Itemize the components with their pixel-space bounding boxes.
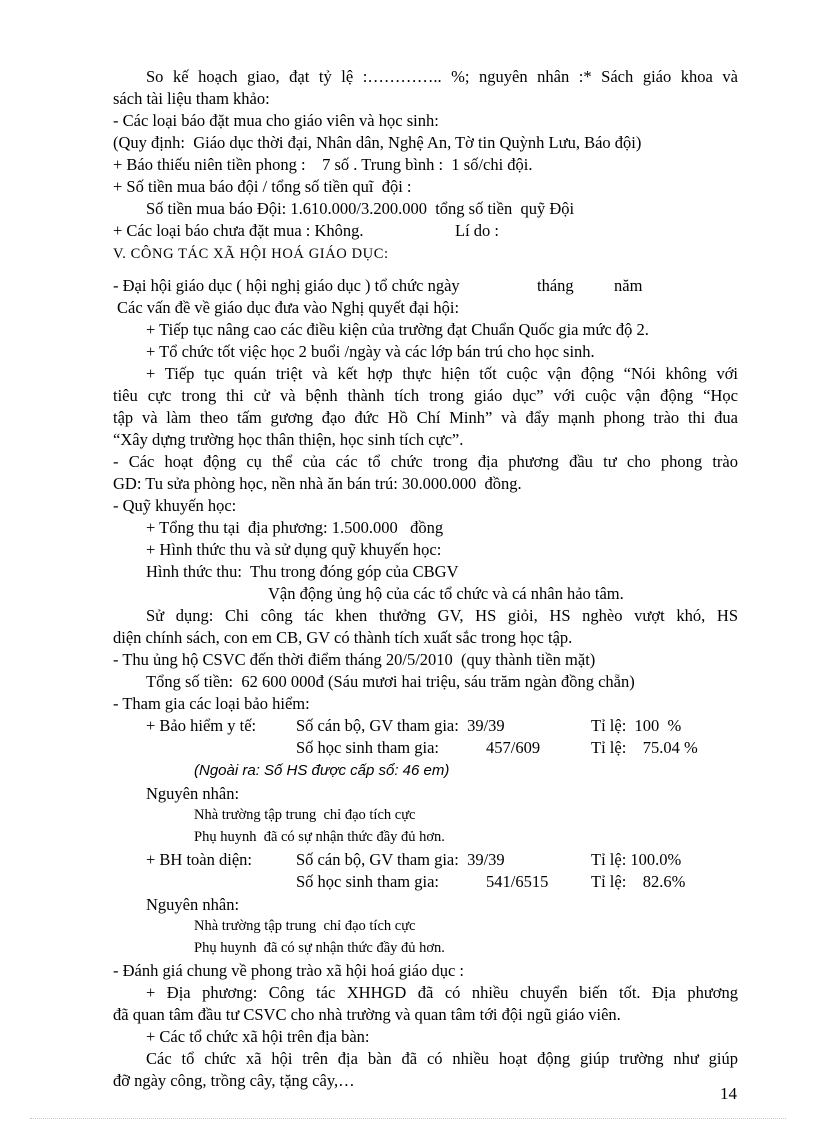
- text-line: sách tài liệu tham khảo:: [113, 89, 270, 108]
- note-line: (Ngoài ra: Số HS được cấp sổ: 46 em): [194, 762, 450, 779]
- text-line: Tổng số tiền: 62 600 000đ (Sáu mươi hai triệu, sáu trăm ngàn đồng chẵn): [146, 672, 635, 691]
- text-line: - Quỹ khuyến học:: [113, 496, 237, 515]
- text-line: 541/6515: [486, 872, 549, 891]
- text-line: - Đại hội giáo dục ( hội nghị giáo dục ) tổ chức ngày: [113, 276, 460, 295]
- text-line: - Tham gia các loại bảo hiểm:: [113, 694, 310, 713]
- text-line: Nguyên nhân:: [146, 784, 240, 803]
- text-line: Các vấn đề về giáo dục đưa vào Nghị quyết đại hội:: [117, 298, 460, 317]
- text-line: - Thu ủng hộ CSVC đến thời điểm tháng 20/5/2010 (quy thành tiền mặt): [113, 650, 596, 669]
- text-line: Tỉ lệ: 75.04 %: [591, 738, 698, 757]
- insurance-label: + Bảo hiểm y tế:: [146, 716, 257, 735]
- text-line: 457/609: [486, 738, 541, 757]
- text-line: Số học sinh tham gia:: [296, 872, 439, 891]
- text-line: - Đánh giá chung về phong trào xã hội hoá giáo dục :: [113, 961, 464, 980]
- text-line: Số cán bộ, GV tham gia: 39/39: [296, 850, 505, 869]
- text-line: Số tiền mua báo Đội: 1.610.000/3.200.000 tổng số tiền quỹ Đội: [146, 199, 575, 218]
- text-line: + Số tiền mua báo đội / tổng số tiền quĩ đội :: [113, 177, 412, 196]
- text-line: Nhà trường tập trung chỉ đạo tích cực: [194, 807, 416, 823]
- text-line: + Báo thiếu niên tiền phong : 7 số . Trung bình : 1 số/chi đội.: [113, 155, 533, 174]
- text-line: Tỉ lệ: 82.6%: [591, 872, 686, 891]
- text-line: đỡ ngày công, trồng cây, tặng cây,…: [113, 1071, 355, 1090]
- text-line: + Hình thức thu và sử dụng quỹ khuyến học:: [146, 540, 442, 559]
- text-line: - Các hoạt động cụ thể của các tổ chức trong địa phương đầu tư cho phong trào: [113, 452, 738, 471]
- insurance-label: + BH toàn diện:: [146, 850, 253, 869]
- text-line: diện chính sách, con em CB, GV có thành tích xuất sắc trong học tập.: [113, 628, 573, 647]
- text-line: Hình thức thu: Thu trong đóng góp của CBGV: [146, 562, 459, 581]
- text-line: năm: [614, 276, 643, 295]
- text-line: Các tổ chức xã hội trên địa bàn đã có nhiều hoạt động giúp trường như giúp: [146, 1049, 738, 1068]
- text-line: Số học sinh tham gia:: [296, 738, 439, 757]
- text-line: + Tổng thu tại địa phương: 1.500.000 đồng: [146, 518, 444, 537]
- text-line: Nguyên nhân:: [146, 895, 240, 914]
- text-line: GD: Tu sửa phòng học, nền nhà ăn bán trú: 30.000.000 đồng.: [113, 474, 522, 493]
- text-line: + Tiếp tục nâng cao các điều kiện của trường đạt Chuẩn Quốc gia mức độ 2.: [146, 320, 649, 339]
- text-line: - Các loại báo đặt mua cho giáo viên và học sinh:: [113, 111, 439, 130]
- text-line: + Tổ chức tốt việc học 2 buổi /ngày và các lớp bán trú cho học sinh.: [146, 342, 595, 361]
- text-line: tập và làm theo tấm gương đạo đức Hồ Chí Minh” và đẩy mạnh phong trào thi đua: [113, 408, 738, 427]
- section-heading: V. CÔNG TÁC XÃ HỘI HOÁ GIÁO DỤC:: [113, 246, 389, 262]
- text-line: Tỉ lệ: 100.0%: [591, 850, 682, 869]
- text-line: Tỉ lệ: 100 %: [591, 716, 682, 735]
- text-line: Lí do :: [455, 221, 499, 240]
- footer-divider: [30, 1118, 786, 1119]
- text-line: Nhà trường tập trung chỉ đạo tích cực: [194, 918, 416, 934]
- text-line: Sử dụng: Chi công tác khen thưởng GV, HS giỏi, HS nghèo vượt khó, HS: [146, 606, 738, 625]
- text-line: So kế hoạch giao, đạt tỷ lệ :………….. %; nguyên nhân :* Sách giáo khoa và: [146, 67, 738, 86]
- text-line: (Quy định: Giáo dục thời đại, Nhân dân, Nghệ An, Tờ tin Quỳnh Lưu, Báo đội): [113, 133, 642, 152]
- text-line: Vận động ủng hộ của các tổ chức và cá nhân hảo tâm.: [268, 584, 624, 603]
- text-line: tiêu cực trong thi cử và bệnh thành tích trong giáo dục” với cuộc vận động “Học: [113, 386, 738, 405]
- page-number: 14: [720, 1084, 737, 1103]
- text-line: Phụ huynh đã có sự nhận thức đầy đủ hơn.: [194, 940, 445, 956]
- text-line: + Địa phương: Công tác XHHGD đã có nhiều chuyển biến tốt. Địa phương: [146, 983, 738, 1002]
- text-line: “Xây dựng trường học thân thiện, học sinh tích cực”.: [113, 430, 464, 449]
- text-line: tháng: [537, 276, 574, 295]
- text-line: Số cán bộ, GV tham gia: 39/39: [296, 716, 505, 735]
- text-line: + Tiếp tục quán triệt và kết hợp thực hiện tốt cuộc vận động “Nói không với: [146, 364, 738, 383]
- text-line: đã quan tâm đầu tư CSVC cho nhà trường và quan tâm tới đội ngũ giáo viên.: [113, 1005, 621, 1024]
- text-line: + Các tổ chức xã hội trên địa bàn:: [146, 1027, 370, 1046]
- text-line: Phụ huynh đã có sự nhận thức đầy đủ hơn.: [194, 829, 445, 845]
- text-line: + Các loại báo chưa đặt mua : Không.: [113, 221, 364, 240]
